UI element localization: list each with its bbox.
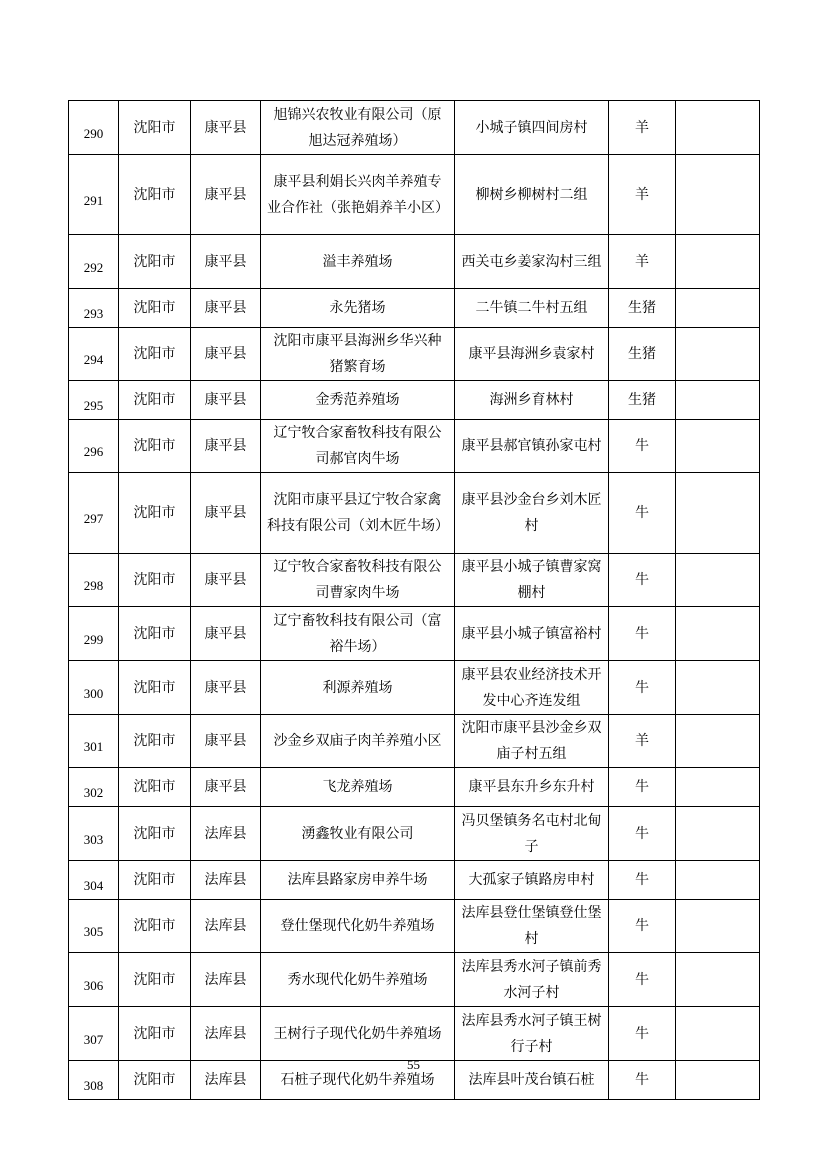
farm-name-cell: 秀水现代化奶牛养殖场 [261, 953, 455, 1007]
table-row [69, 554, 760, 607]
note-cell [676, 328, 760, 381]
livestock-type-cell: 羊 [609, 715, 676, 768]
farm-name-cell: 辽宁牧合家畜牧科技有限公司曹家肉牛场 [261, 554, 455, 607]
note-cell [676, 607, 760, 661]
county-cell: 康平县 [191, 768, 261, 807]
row-number-cell: 294 [69, 328, 119, 381]
note-cell [676, 953, 760, 1007]
livestock-type-cell: 羊 [609, 235, 676, 289]
address-cell: 康平县农业经济技术开发中心齐连发组 [455, 661, 609, 715]
city-cell: 沈阳市 [119, 900, 191, 953]
farm-name-cell: 康平县利娟长兴肉羊养殖专业合作社（张艳娟养羊小区） [261, 155, 455, 235]
city-cell: 沈阳市 [119, 768, 191, 807]
farm-name-cell: 辽宁畜牧科技有限公司（富裕牛场） [261, 607, 455, 661]
county-cell: 康平县 [191, 715, 261, 768]
county-cell: 康平县 [191, 235, 261, 289]
county-cell: 法库县 [191, 807, 261, 861]
note-cell [676, 768, 760, 807]
city-cell: 沈阳市 [119, 607, 191, 661]
address-cell: 沈阳市康平县沙金乡双庙子村五组 [455, 715, 609, 768]
livestock-type-cell: 牛 [609, 607, 676, 661]
farm-name-cell: 沙金乡双庙子肉羊养殖小区 [261, 715, 455, 768]
table-row [69, 768, 760, 807]
county-cell: 法库县 [191, 1007, 261, 1061]
livestock-type-cell: 牛 [609, 900, 676, 953]
row-number-cell: 295 [69, 381, 119, 420]
farm-name-cell: 辽宁牧合家畜牧科技有限公司郝官肉牛场 [261, 420, 455, 473]
livestock-type-cell: 牛 [609, 1007, 676, 1061]
farm-name-cell: 王树行子现代化奶牛养殖场 [261, 1007, 455, 1061]
livestock-type-cell: 生猪 [609, 328, 676, 381]
address-cell: 康平县东升乡东升村 [455, 768, 609, 807]
row-number-cell: 298 [69, 554, 119, 607]
table-row [69, 381, 760, 420]
livestock-type-cell: 牛 [609, 473, 676, 554]
page-number: 55 [407, 1057, 420, 1072]
table-row [69, 900, 760, 953]
table-row [69, 715, 760, 768]
table-row [69, 861, 760, 900]
farm-name-cell: 飞龙养殖场 [261, 768, 455, 807]
farm-name-cell: 旭锦兴农牧业有限公司（原旭达冠养殖场） [261, 101, 455, 155]
address-cell: 康平县沙金台乡刘木匠村 [455, 473, 609, 554]
row-number-cell: 306 [69, 953, 119, 1007]
table-body [69, 101, 760, 1100]
table-row [69, 328, 760, 381]
table-row [69, 1007, 760, 1061]
note-cell [676, 381, 760, 420]
livestock-type-cell: 生猪 [609, 289, 676, 328]
livestock-type-cell: 羊 [609, 155, 676, 235]
county-cell: 法库县 [191, 900, 261, 953]
address-cell: 法库县秀水河子镇王树行子村 [455, 1007, 609, 1061]
note-cell [676, 661, 760, 715]
address-cell: 康平县小城子镇富裕村 [455, 607, 609, 661]
note-cell [676, 101, 760, 155]
address-cell: 柳树乡柳树村二组 [455, 155, 609, 235]
livestock-type-cell: 牛 [609, 1061, 676, 1100]
city-cell: 沈阳市 [119, 289, 191, 328]
city-cell: 沈阳市 [119, 473, 191, 554]
table-row [69, 473, 760, 554]
row-number-cell: 297 [69, 473, 119, 554]
city-cell: 沈阳市 [119, 1061, 191, 1100]
livestock-type-cell: 牛 [609, 420, 676, 473]
city-cell: 沈阳市 [119, 861, 191, 900]
county-cell: 康平县 [191, 473, 261, 554]
county-cell: 康平县 [191, 289, 261, 328]
table-row [69, 101, 760, 155]
city-cell: 沈阳市 [119, 554, 191, 607]
row-number-cell: 290 [69, 101, 119, 155]
address-cell: 小城子镇四间房村 [455, 101, 609, 155]
address-cell: 二牛镇二牛村五组 [455, 289, 609, 328]
address-cell: 法库县秀水河子镇前秀水河子村 [455, 953, 609, 1007]
county-cell: 康平县 [191, 328, 261, 381]
address-cell: 海洲乡育林村 [455, 381, 609, 420]
county-cell: 康平县 [191, 661, 261, 715]
city-cell: 沈阳市 [119, 235, 191, 289]
livestock-type-cell: 生猪 [609, 381, 676, 420]
county-cell: 法库县 [191, 953, 261, 1007]
note-cell [676, 715, 760, 768]
city-cell: 沈阳市 [119, 155, 191, 235]
table-row [69, 289, 760, 328]
county-cell: 法库县 [191, 861, 261, 900]
county-cell: 康平县 [191, 420, 261, 473]
farm-name-cell: 永先猪场 [261, 289, 455, 328]
livestock-type-cell: 牛 [609, 554, 676, 607]
note-cell [676, 861, 760, 900]
city-cell: 沈阳市 [119, 101, 191, 155]
address-cell: 法库县叶茂台镇石桩 [455, 1061, 609, 1100]
livestock-type-cell: 牛 [609, 953, 676, 1007]
table-row [69, 420, 760, 473]
address-cell: 法库县登仕堡镇登仕堡村 [455, 900, 609, 953]
county-cell: 康平县 [191, 155, 261, 235]
city-cell: 沈阳市 [119, 953, 191, 1007]
note-cell [676, 900, 760, 953]
county-cell: 法库县 [191, 1061, 261, 1100]
farm-name-cell: 利源养殖场 [261, 661, 455, 715]
address-cell: 康平县小城子镇曹家窝棚村 [455, 554, 609, 607]
farm-name-cell: 金秀范养殖场 [261, 381, 455, 420]
row-number-cell: 302 [69, 768, 119, 807]
row-number-cell: 300 [69, 661, 119, 715]
farm-name-cell: 溢丰养殖场 [261, 235, 455, 289]
row-number-cell: 291 [69, 155, 119, 235]
city-cell: 沈阳市 [119, 381, 191, 420]
note-cell [676, 289, 760, 328]
livestock-type-cell: 牛 [609, 768, 676, 807]
table-row [69, 235, 760, 289]
livestock-type-cell: 牛 [609, 661, 676, 715]
row-number-cell: 293 [69, 289, 119, 328]
livestock-type-cell: 羊 [609, 101, 676, 155]
county-cell: 康平县 [191, 381, 261, 420]
row-number-cell: 304 [69, 861, 119, 900]
address-cell: 西关屯乡姜家沟村三组 [455, 235, 609, 289]
livestock-type-cell: 牛 [609, 861, 676, 900]
row-number-cell: 308 [69, 1061, 119, 1100]
table-row [69, 953, 760, 1007]
county-cell: 康平县 [191, 607, 261, 661]
note-cell [676, 420, 760, 473]
note-cell [676, 1007, 760, 1061]
address-cell: 康平县海洲乡袁家村 [455, 328, 609, 381]
note-cell [676, 235, 760, 289]
row-number-cell: 303 [69, 807, 119, 861]
table-row [69, 661, 760, 715]
farm-name-cell: 沈阳市康平县辽宁牧合家禽科技有限公司（刘木匠牛场） [261, 473, 455, 554]
note-cell [676, 807, 760, 861]
row-number-cell: 292 [69, 235, 119, 289]
city-cell: 沈阳市 [119, 807, 191, 861]
city-cell: 沈阳市 [119, 661, 191, 715]
county-cell: 康平县 [191, 554, 261, 607]
note-cell [676, 155, 760, 235]
county-cell: 康平县 [191, 101, 261, 155]
table-row [69, 607, 760, 661]
address-cell: 冯贝堡镇务名屯村北甸子 [455, 807, 609, 861]
farm-table [68, 100, 760, 1100]
city-cell: 沈阳市 [119, 715, 191, 768]
row-number-cell: 307 [69, 1007, 119, 1061]
city-cell: 沈阳市 [119, 420, 191, 473]
farm-name-cell: 沈阳市康平县海洲乡华兴种猪繁育场 [261, 328, 455, 381]
city-cell: 沈阳市 [119, 328, 191, 381]
address-cell: 康平县郝官镇孙家屯村 [455, 420, 609, 473]
row-number-cell: 296 [69, 420, 119, 473]
livestock-type-cell: 牛 [609, 807, 676, 861]
note-cell [676, 473, 760, 554]
farm-name-cell: 石桩子现代化奶牛养殖场 [261, 1061, 455, 1100]
farm-name-cell: 登仕堡现代化奶牛养殖场 [261, 900, 455, 953]
row-number-cell: 299 [69, 607, 119, 661]
row-number-cell: 301 [69, 715, 119, 768]
farm-name-cell: 湧鑫牧业有限公司 [261, 807, 455, 861]
city-cell: 沈阳市 [119, 1007, 191, 1061]
address-cell: 大孤家子镇路房申村 [455, 861, 609, 900]
table-row [69, 155, 760, 235]
farm-name-cell: 法库县路家房申养牛场 [261, 861, 455, 900]
table-row [69, 807, 760, 861]
row-number-cell: 305 [69, 900, 119, 953]
note-cell [676, 554, 760, 607]
